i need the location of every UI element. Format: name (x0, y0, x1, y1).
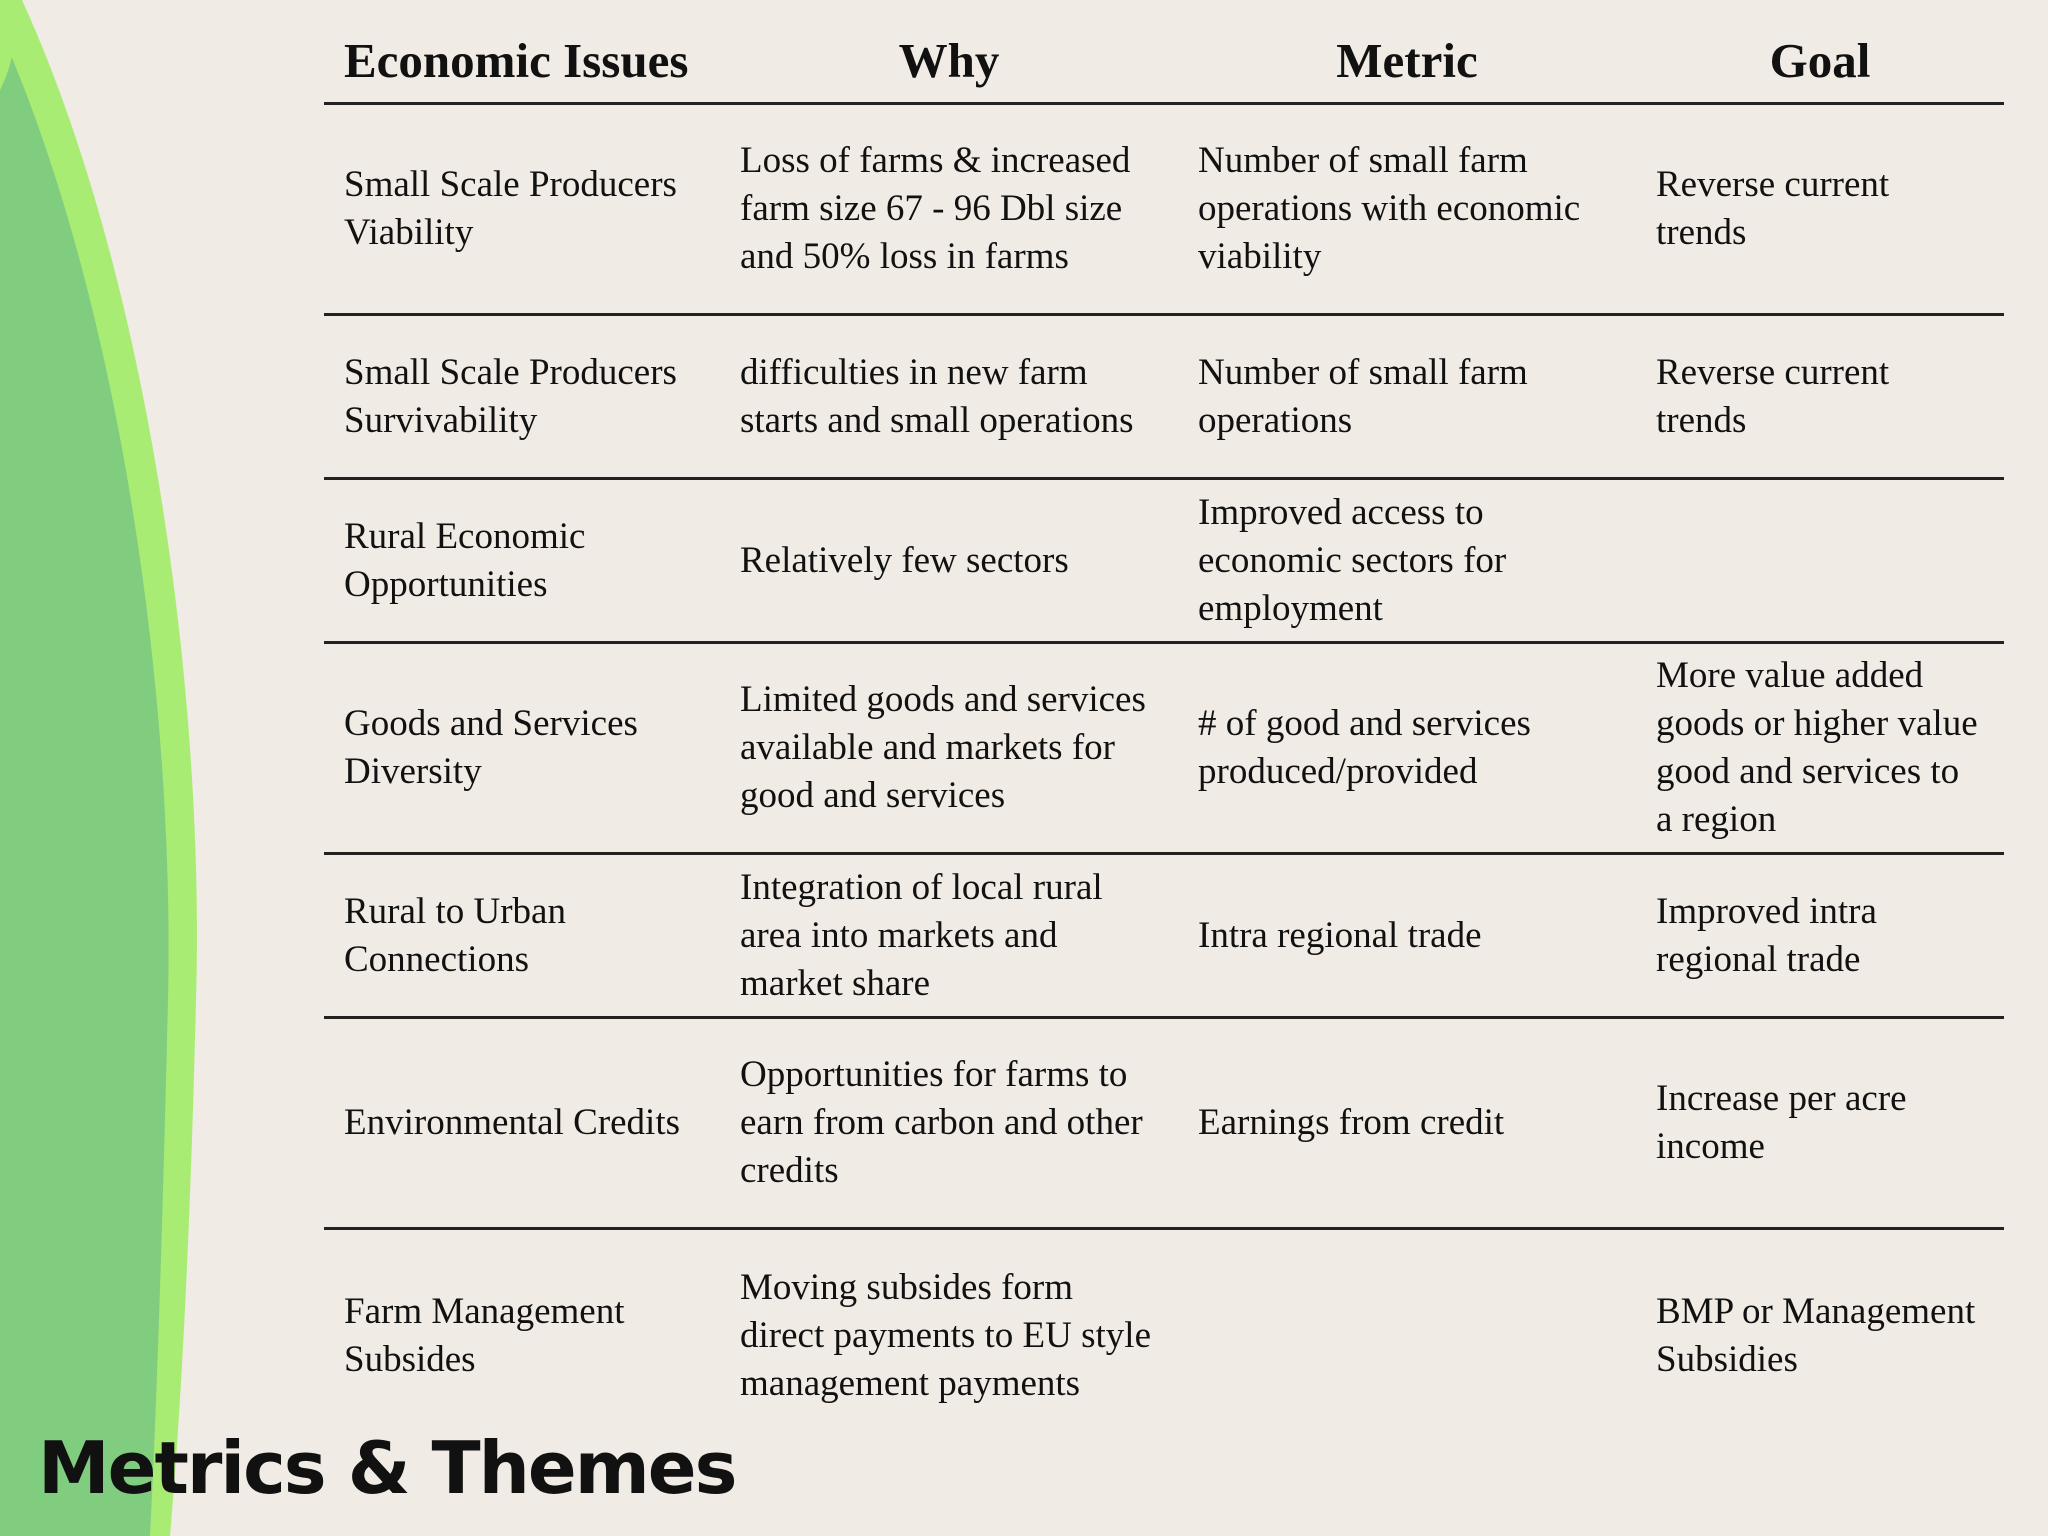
cell-why: difficulties in new farm starts and small operations (720, 315, 1178, 479)
slide-title: Metrics & Themes (38, 1426, 736, 1510)
header-why: Why (720, 30, 1178, 104)
table-row (324, 643, 2004, 854)
cell-why: Moving subsides form direct payments to EU style management payments (740, 1267, 1152, 1405)
cell-metric: Number of small farm operations with economic viability (1178, 104, 1636, 315)
cell-metric: Earnings from credit (1178, 1018, 1636, 1229)
cell-goal: More value added goods or higher value good and services to a region (1636, 643, 2004, 854)
cell-goal: Improved intra regional trade (1636, 854, 2004, 1018)
cell-metric (1178, 1229, 1636, 1443)
cell-issue: Goods and Services Diversity (324, 643, 720, 854)
header-goal: Goal (1636, 30, 2004, 104)
cell-metric: # of good and services produced/provided (1178, 643, 1636, 854)
cell-metric: Intra regional trade (1178, 854, 1636, 1018)
cell-goal: Reverse current trends (1636, 315, 2004, 479)
table-row (324, 1229, 2004, 1443)
table-row (324, 479, 2004, 643)
cell-goal (1636, 479, 2004, 643)
cell-goal: BMP or Management Subsidies (1656, 1291, 1976, 1381)
cell-why: Limited goods and services available and markets for good and services (720, 643, 1178, 854)
cell-issue: Small Scale Producers Survivability (324, 315, 720, 479)
cell-metric: Improved access to economic sectors for employment (1178, 479, 1636, 643)
cell-issue: Rural to Urban Connections (324, 854, 720, 1018)
cell-goal: Increase per acre income (1636, 1018, 2004, 1229)
cell-why: Integration of local rural area into markets and market share (720, 854, 1178, 1018)
header-economic-issues: Economic Issues (324, 30, 720, 104)
table-row (324, 854, 2004, 1018)
cell-goal: Reverse current trends (1636, 104, 2004, 315)
cell-why: Loss of farms & increased farm size 67 - 96 Dbl size and 50% loss in farms (720, 104, 1178, 315)
table-row (324, 1018, 2004, 1229)
cell-issue: Rural Economic Opportunities (324, 479, 720, 643)
cell-issue: Farm Management Subsides (344, 1291, 625, 1381)
cell-issue: Small Scale Producers Viability (324, 104, 720, 315)
green-swoosh-decoration (0, 0, 260, 1536)
cell-why: Opportunities for farms to earn from carbon and other credits (720, 1018, 1178, 1229)
cell-metric: Number of small farm operations (1178, 315, 1636, 479)
table-row (324, 315, 2004, 479)
table-header-row (324, 30, 2004, 104)
header-metric: Metric (1178, 30, 1636, 104)
cell-issue: Environmental Credits (324, 1018, 720, 1229)
cell-why: Relatively few sectors (720, 479, 1178, 643)
table-row (324, 104, 2004, 315)
metrics-table (324, 30, 2004, 1443)
